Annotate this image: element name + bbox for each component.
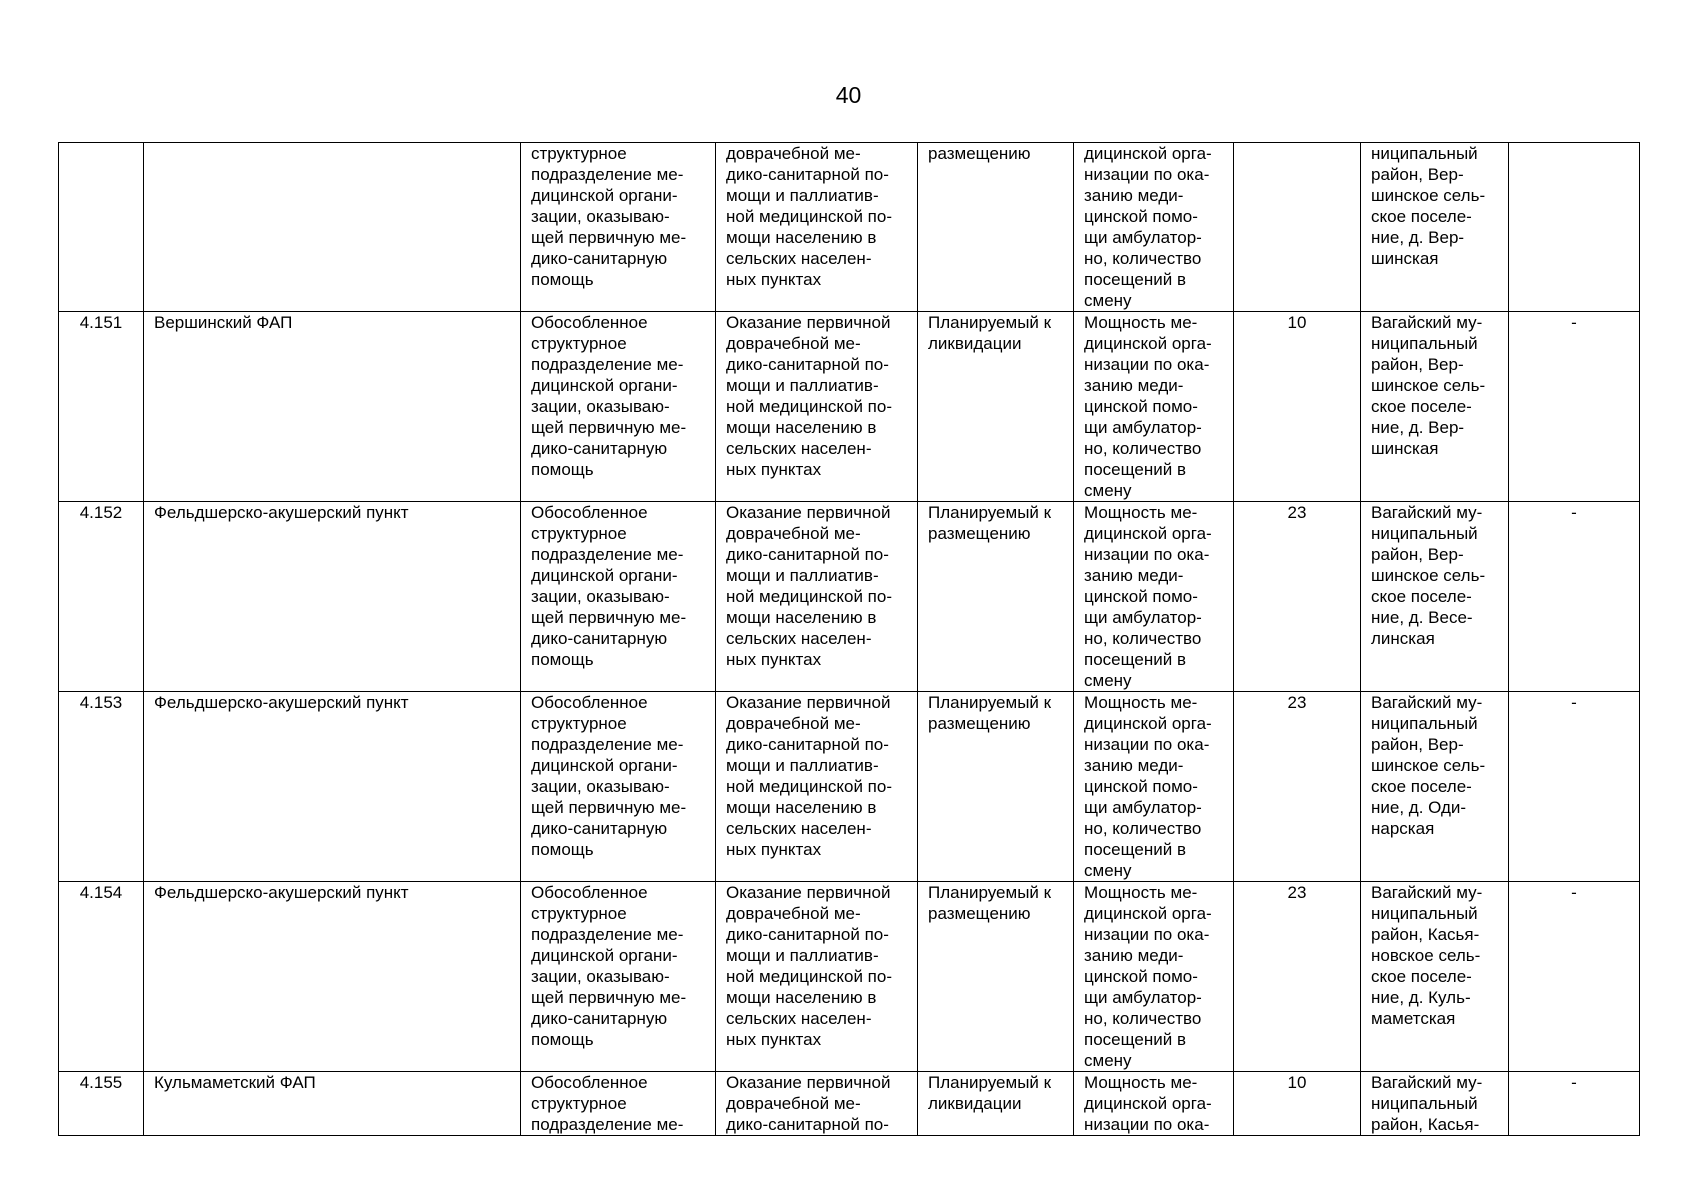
cell-text-line: цинской помо- <box>1084 207 1198 226</box>
cell-text-line: посещений в <box>1084 270 1186 289</box>
cell-text-line: Планируемый к <box>928 693 1052 712</box>
page-number: 40 <box>835 82 862 108</box>
facility-type-cell <box>521 312 716 502</box>
cell-text-line: ной медицинской по- <box>726 587 892 606</box>
cell-text-line: подразделение ме- <box>531 1115 684 1134</box>
cell-text-line: посещений в <box>1084 460 1186 479</box>
cell-text-line: структурное <box>531 144 627 163</box>
cell-text-line: дицинской органи- <box>531 566 678 585</box>
cell-text-line: ликвидации <box>928 1094 1022 1113</box>
service-description-cell <box>716 312 918 502</box>
cell-text-line: дико-санитарную <box>531 629 668 648</box>
service-description-cell <box>716 882 918 1072</box>
cell-text-line: цинской помо- <box>1084 967 1198 986</box>
cell-text-line: дико-санитарную <box>531 439 668 458</box>
cell-text-line: дико-санитарной по- <box>726 165 889 184</box>
cell-text-line: низации по ока- <box>1084 735 1210 754</box>
table-row <box>59 1072 1640 1136</box>
cell-text-line: доврачебной ме- <box>726 714 861 733</box>
row-number-cell <box>59 143 144 312</box>
service-description-cell <box>716 502 918 692</box>
cell-text-line: но, количество <box>1084 819 1202 838</box>
cell-text-line: зации, оказываю- <box>531 967 670 986</box>
cell-text-line: шинское сель- <box>1371 186 1486 205</box>
cell-text-line: Вагайский му- <box>1371 693 1483 712</box>
cell-text-line: ние, д. Оди- <box>1371 798 1467 817</box>
cell-text-line: подразделение ме- <box>531 545 684 564</box>
cell-text-line: дико-санитарной по- <box>726 925 889 944</box>
cell-text-line: ниципальный <box>1371 1094 1478 1113</box>
cell-text-line: район, Касья- <box>1371 925 1480 944</box>
location-cell <box>1361 882 1509 1072</box>
capacity-indicator-cell <box>1074 312 1234 502</box>
cell-text-line: новское сель- <box>1371 946 1481 965</box>
cell-text-line: Мощность ме- <box>1084 1073 1198 1092</box>
cell-text-line: занию меди- <box>1084 186 1184 205</box>
cell-text-line: сельских населен- <box>726 629 872 648</box>
cell-text-line: но, количество <box>1084 1009 1202 1028</box>
row-number-cell: 4.153 <box>59 692 144 882</box>
cell-text-line: Оказание первичной <box>726 313 891 332</box>
planning-status-cell <box>918 502 1074 692</box>
capacity-value-cell: 23 <box>1234 692 1361 882</box>
cell-text-line: ниципальный <box>1371 334 1478 353</box>
cell-text-line: ниципальный <box>1371 524 1478 543</box>
cell-text-line: щей первичную ме- <box>531 988 687 1007</box>
capacity-indicator-cell <box>1074 502 1234 692</box>
facility-type-cell <box>521 1072 716 1136</box>
cell-text-line: занию меди- <box>1084 756 1184 775</box>
cell-text-line: Мощность ме- <box>1084 693 1198 712</box>
cell-text-line: структурное <box>531 904 627 923</box>
cell-text-line: Вагайский му- <box>1371 883 1483 902</box>
cell-text-line: ское поселе- <box>1371 587 1472 606</box>
cell-text-line: структурное <box>531 714 627 733</box>
cell-text-line: ние, д. Вер- <box>1371 418 1465 437</box>
cell-text-line: цинской помо- <box>1084 587 1198 606</box>
cell-text-line: дико-санитарную <box>531 249 668 268</box>
cell-text-line: Обособленное <box>531 503 648 522</box>
cell-text-line: мощи и паллиатив- <box>726 566 879 585</box>
extra-info-cell <box>1509 143 1640 312</box>
cell-text-line: ское поселе- <box>1371 967 1472 986</box>
cell-text-line: ликвидации <box>928 334 1022 353</box>
cell-text-line: подразделение ме- <box>531 355 684 374</box>
cell-text-line: Вагайский му- <box>1371 1073 1483 1092</box>
cell-text-line: щи амбулатор- <box>1084 798 1202 817</box>
cell-text-line: занию меди- <box>1084 946 1184 965</box>
cell-text-line: ниципальный <box>1371 904 1478 923</box>
facilities-table <box>58 142 1640 1136</box>
cell-text-line: дицинской органи- <box>531 186 678 205</box>
cell-text-line: щей первичную ме- <box>531 608 687 627</box>
planning-status-cell <box>918 143 1074 312</box>
cell-text-line: доврачебной ме- <box>726 1094 861 1113</box>
capacity-indicator-cell <box>1074 882 1234 1072</box>
cell-text-line: сельских населен- <box>726 1009 872 1028</box>
cell-text-line: зации, оказываю- <box>531 777 670 796</box>
cell-text-line: Оказание первичной <box>726 1073 891 1092</box>
cell-text-line: низации по ока- <box>1084 925 1210 944</box>
cell-text-line: шинское сель- <box>1371 376 1486 395</box>
extra-info-cell: - <box>1509 1072 1640 1136</box>
cell-text-line: смену <box>1084 861 1132 880</box>
cell-text-line: но, количество <box>1084 249 1202 268</box>
cell-text-line: подразделение ме- <box>531 165 684 184</box>
cell-text-line: Планируемый к <box>928 503 1052 522</box>
cell-text-line: посещений в <box>1084 650 1186 669</box>
cell-text-line: сельских населен- <box>726 819 872 838</box>
cell-text-line: размещению <box>928 714 1031 733</box>
cell-text-line: смену <box>1084 1051 1132 1070</box>
cell-text-line: зации, оказываю- <box>531 397 670 416</box>
cell-text-line: ных пунктах <box>726 270 822 289</box>
cell-text-line: район, Касья- <box>1371 1115 1480 1134</box>
facility-type-cell <box>521 502 716 692</box>
cell-text-line: ское поселе- <box>1371 207 1472 226</box>
cell-text-line: Обособленное <box>531 313 648 332</box>
cell-text-line: Мощность ме- <box>1084 883 1198 902</box>
cell-text-line: дико-санитарной по- <box>726 545 889 564</box>
facility-name-cell: Вершинский ФАП <box>144 312 521 502</box>
table-row <box>59 882 1640 1072</box>
cell-text-line: структурное <box>531 524 627 543</box>
cell-text-line: цинской помо- <box>1084 777 1198 796</box>
cell-text-line: Планируемый к <box>928 883 1052 902</box>
service-description-cell <box>716 692 918 882</box>
capacity-value-cell <box>1234 143 1361 312</box>
cell-text-line: дицинской орга- <box>1084 334 1212 353</box>
cell-text-line: но, количество <box>1084 439 1202 458</box>
facility-name-cell: Фельдшерско-акушерский пункт <box>144 882 521 1072</box>
cell-text-line: нарская <box>1371 819 1435 838</box>
cell-text-line: но, количество <box>1084 629 1202 648</box>
cell-text-line: ных пунктах <box>726 840 822 859</box>
capacity-indicator-cell <box>1074 1072 1234 1136</box>
extra-info-cell: - <box>1509 502 1640 692</box>
cell-text-line: маметская <box>1371 1009 1456 1028</box>
planning-status-cell <box>918 312 1074 502</box>
capacity-value-cell: 23 <box>1234 882 1361 1072</box>
extra-info-cell: - <box>1509 882 1640 1072</box>
capacity-value-cell: 10 <box>1234 1072 1361 1136</box>
cell-text-line: дицинской орга- <box>1084 524 1212 543</box>
cell-text-line: ных пунктах <box>726 650 822 669</box>
cell-text-line: цинской помо- <box>1084 397 1198 416</box>
planning-status-cell <box>918 692 1074 882</box>
cell-text-line: дицинской орга- <box>1084 714 1212 733</box>
table-row <box>59 312 1640 502</box>
cell-text-line: дицинской органи- <box>531 756 678 775</box>
location-cell <box>1361 143 1509 312</box>
facility-type-cell <box>521 692 716 882</box>
cell-text-line: дицинской орга- <box>1084 144 1212 163</box>
cell-text-line: помощь <box>531 270 594 289</box>
cell-text-line: дицинской орга- <box>1084 1094 1212 1113</box>
cell-text-line: сельских населен- <box>726 439 872 458</box>
cell-text-line: линская <box>1371 629 1435 648</box>
cell-text-line: щи амбулатор- <box>1084 228 1202 247</box>
cell-text-line: район, Вер- <box>1371 165 1464 184</box>
cell-text-line: Оказание первичной <box>726 883 891 902</box>
cell-text-line: доврачебной ме- <box>726 144 861 163</box>
cell-text-line: структурное <box>531 1094 627 1113</box>
cell-text-line: занию меди- <box>1084 376 1184 395</box>
cell-text-line: Обособленное <box>531 693 648 712</box>
cell-text-line: дико-санитарную <box>531 819 668 838</box>
cell-text-line: посещений в <box>1084 1030 1186 1049</box>
cell-text-line: смену <box>1084 671 1132 690</box>
table-row <box>59 502 1640 692</box>
cell-text-line: помощь <box>531 840 594 859</box>
cell-text-line: сельских населен- <box>726 249 872 268</box>
row-number-cell: 4.155 <box>59 1072 144 1136</box>
cell-text-line: низации по ока- <box>1084 355 1210 374</box>
cell-text-line: мощи населению в <box>726 988 877 1007</box>
cell-text-line: доврачебной ме- <box>726 524 861 543</box>
facility-name-cell: Кульмаметский ФАП <box>144 1072 521 1136</box>
cell-text-line: доврачебной ме- <box>726 904 861 923</box>
cell-text-line: размещению <box>928 144 1031 163</box>
cell-text-line: Планируемый к <box>928 313 1052 332</box>
cell-text-line: щей первичную ме- <box>531 798 687 817</box>
cell-text-line: район, Вер- <box>1371 545 1464 564</box>
cell-text-line: дико-санитарной по- <box>726 735 889 754</box>
cell-text-line: ной медицинской по- <box>726 967 892 986</box>
cell-text-line: ниципальный <box>1371 144 1478 163</box>
cell-text-line: шинское сель- <box>1371 566 1486 585</box>
cell-text-line: ние, д. Весе- <box>1371 608 1473 627</box>
cell-text-line: низации по ока- <box>1084 1115 1210 1134</box>
cell-text-line: мощи населению в <box>726 608 877 627</box>
cell-text-line: ское поселе- <box>1371 397 1472 416</box>
cell-text-line: Мощность ме- <box>1084 313 1198 332</box>
cell-text-line: размещению <box>928 904 1031 923</box>
capacity-value-cell: 23 <box>1234 502 1361 692</box>
facility-name-cell: Фельдшерско-акушерский пункт <box>144 692 521 882</box>
cell-text-line: район, Вер- <box>1371 355 1464 374</box>
cell-text-line: Обособленное <box>531 883 648 902</box>
cell-text-line: шинская <box>1371 439 1439 458</box>
cell-text-line: размещению <box>928 524 1031 543</box>
cell-text-line: ных пунктах <box>726 1030 822 1049</box>
cell-text-line: занию меди- <box>1084 566 1184 585</box>
cell-text-line: ной медицинской по- <box>726 207 892 226</box>
cell-text-line: ние, д. Куль- <box>1371 988 1471 1007</box>
cell-text-line: дико-санитарной по- <box>726 355 889 374</box>
cell-text-line: мощи населению в <box>726 798 877 817</box>
cell-text-line: смену <box>1084 481 1132 500</box>
planning-status-cell <box>918 882 1074 1072</box>
cell-text-line: ниципальный <box>1371 714 1478 733</box>
location-cell <box>1361 692 1509 882</box>
extra-info-cell: - <box>1509 312 1640 502</box>
cell-text-line: шинская <box>1371 249 1439 268</box>
planning-status-cell <box>918 1072 1074 1136</box>
cell-text-line: зации, оказываю- <box>531 587 670 606</box>
cell-text-line: структурное <box>531 334 627 353</box>
table-row <box>59 143 1640 312</box>
cell-text-line: ных пунктах <box>726 460 822 479</box>
cell-text-line: низации по ока- <box>1084 545 1210 564</box>
facility-type-cell <box>521 143 716 312</box>
facility-name-cell <box>144 143 521 312</box>
cell-text-line: смену <box>1084 291 1132 310</box>
cell-text-line: помощь <box>531 460 594 479</box>
cell-text-line: мощи и паллиатив- <box>726 756 879 775</box>
location-cell <box>1361 502 1509 692</box>
cell-text-line: зации, оказываю- <box>531 207 670 226</box>
cell-text-line: щей первичную ме- <box>531 228 687 247</box>
location-cell <box>1361 1072 1509 1136</box>
location-cell <box>1361 312 1509 502</box>
cell-text-line: дицинской органи- <box>531 376 678 395</box>
cell-text-line: мощи и паллиатив- <box>726 186 879 205</box>
cell-text-line: ной медицинской по- <box>726 777 892 796</box>
cell-text-line: район, Вер- <box>1371 735 1464 754</box>
cell-text-line: дицинской органи- <box>531 946 678 965</box>
cell-text-line: мощи и паллиатив- <box>726 946 879 965</box>
facility-type-cell <box>521 882 716 1072</box>
cell-text-line: мощи и паллиатив- <box>726 376 879 395</box>
table-row <box>59 692 1640 882</box>
cell-text-line: подразделение ме- <box>531 735 684 754</box>
cell-text-line: мощи населению в <box>726 418 877 437</box>
cell-text-line: Оказание первичной <box>726 693 891 712</box>
cell-text-line: дико-санитарную <box>531 1009 668 1028</box>
cell-text-line: щи амбулатор- <box>1084 988 1202 1007</box>
cell-text-line: Обособленное <box>531 1073 648 1092</box>
service-description-cell <box>716 1072 918 1136</box>
service-description-cell <box>716 143 918 312</box>
row-number-cell: 4.154 <box>59 882 144 1072</box>
cell-text-line: подразделение ме- <box>531 925 684 944</box>
table-body <box>59 143 1640 1136</box>
row-number-cell: 4.152 <box>59 502 144 692</box>
cell-text-line: ское поселе- <box>1371 777 1472 796</box>
cell-text-line: Оказание первичной <box>726 503 891 522</box>
cell-text-line: посещений в <box>1084 840 1186 859</box>
cell-text-line: помощь <box>531 650 594 669</box>
cell-text-line: щей первичную ме- <box>531 418 687 437</box>
capacity-value-cell: 10 <box>1234 312 1361 502</box>
facility-name-cell: Фельдшерско-акушерский пункт <box>144 502 521 692</box>
cell-text-line: щи амбулатор- <box>1084 418 1202 437</box>
cell-text-line: шинское сель- <box>1371 756 1486 775</box>
cell-text-line: щи амбулатор- <box>1084 608 1202 627</box>
cell-text-line: помощь <box>531 1030 594 1049</box>
cell-text-line: низации по ока- <box>1084 165 1210 184</box>
capacity-indicator-cell <box>1074 143 1234 312</box>
extra-info-cell: - <box>1509 692 1640 882</box>
cell-text-line: ной медицинской по- <box>726 397 892 416</box>
row-number-cell: 4.151 <box>59 312 144 502</box>
cell-text-line: мощи населению в <box>726 228 877 247</box>
cell-text-line: Вагайский му- <box>1371 503 1483 522</box>
cell-text-line: доврачебной ме- <box>726 334 861 353</box>
capacity-indicator-cell <box>1074 692 1234 882</box>
cell-text-line: дико-санитарной по- <box>726 1115 889 1134</box>
cell-text-line: ние, д. Вер- <box>1371 228 1465 247</box>
cell-text-line: Мощность ме- <box>1084 503 1198 522</box>
cell-text-line: дицинской орга- <box>1084 904 1212 923</box>
cell-text-line: Вагайский му- <box>1371 313 1483 332</box>
cell-text-line: Планируемый к <box>928 1073 1052 1092</box>
